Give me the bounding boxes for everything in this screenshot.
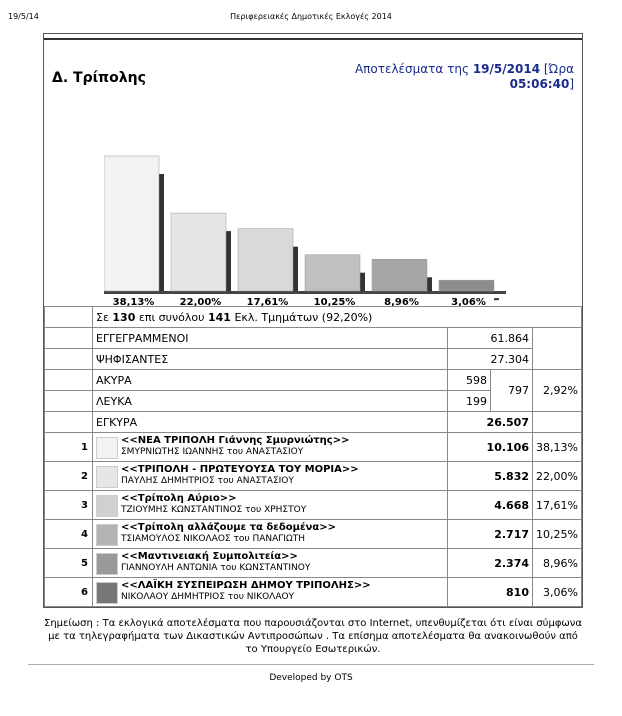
- chart-bar: [439, 280, 494, 291]
- party-name: <<ΝΕΑ ΤΡΙΠΟΛΗ Γιάννης Σμυρνιώτης>>: [121, 435, 350, 446]
- results-frame: [43, 33, 583, 608]
- party-color-swatch: [96, 466, 118, 488]
- chart-bar-shadow: [427, 277, 432, 291]
- party-row: [45, 520, 582, 549]
- party-rank: 6: [45, 578, 93, 607]
- party-row: [45, 491, 582, 520]
- party-row: [45, 578, 582, 607]
- results-timestamp: [334, 62, 574, 92]
- party-votes: 810: [448, 578, 533, 607]
- party-name: <<Τρίπολη Αύριο>>: [121, 493, 237, 504]
- time-suffix: ]: [569, 77, 574, 91]
- candidate-name: ΝΙΚΟΛΑΟΥ ΔΗΜΗΤΡΙΟΣ του ΝΙΚΟΛΑΟΥ: [121, 592, 295, 602]
- sections-total: 141: [207, 310, 231, 324]
- chart-bar: [171, 213, 226, 291]
- party-rank: 2: [45, 462, 93, 491]
- chart-bar-shadow: [159, 174, 164, 291]
- voted-row: [45, 349, 582, 370]
- voted-label: ΨΗΦΙΣΑΝΤΕΣ: [93, 349, 448, 370]
- party-color-swatch: [96, 582, 118, 604]
- disclaimer-note: Σημείωση : Τα εκλογικά αποτελέσματα που παρουσιάζονται στο Internet, υπενθυμίζεται ότι είναι σύμφωνα με τα τηλεγραφήματα των Δικαστικών Αντιπροσώπων . Τα επίσημα αποτελέσματα θα ανακοινωθούν από το Υπουργείο Εσωτερικών.: [44, 618, 582, 655]
- voted-value: 27.304: [448, 349, 533, 370]
- footer-credit: Developed by OTS: [269, 673, 353, 683]
- invalid-label: ΑΚΥΡΑ: [93, 370, 448, 391]
- party-percent: 10,25%: [533, 520, 582, 549]
- party-name: <<Μαντινειακή Συμπολιτεία>>: [121, 551, 298, 562]
- party-votes: 2.374: [448, 549, 533, 578]
- chart-bar-shadow: [293, 247, 298, 291]
- registered-value: 61.864: [448, 328, 533, 349]
- party-percent: 38,13%: [533, 433, 582, 462]
- party-info: [93, 433, 448, 462]
- party-row: [45, 462, 582, 491]
- chart-value-label: 8,96%: [384, 297, 419, 306]
- party-info: [93, 491, 448, 520]
- results-time: 05:06:40: [509, 77, 570, 91]
- party-votes: 4.668: [448, 491, 533, 520]
- party-name: <<ΛΑΪΚΗ ΣΥΣΠΕΙΡΩΣΗ ΔΗΜΟΥ ΤΡΙΠΟΛΗΣ>>: [121, 580, 371, 591]
- chart-bar: [104, 156, 159, 291]
- page-title: Περιφερειακές Δημοτικές Εκλογές 2014: [230, 12, 392, 21]
- party-rank: 5: [45, 549, 93, 578]
- party-votes: 10.106: [448, 433, 533, 462]
- valid-value: 26.507: [448, 412, 533, 433]
- results-prefix: Αποτελέσματα της: [354, 62, 469, 76]
- valid-row: [45, 412, 582, 433]
- party-percent: 22,00%: [533, 462, 582, 491]
- results-date: 19/5/2014: [472, 62, 541, 76]
- party-color-swatch: [96, 437, 118, 459]
- sections-row: [45, 307, 582, 328]
- party-name: <<Τρίπολη αλλάζουμε τα δεδομένα>>: [121, 522, 336, 533]
- results-bar-chart: [104, 116, 524, 306]
- chart-bar: [238, 229, 293, 291]
- party-rows: [45, 433, 582, 607]
- party-info: [93, 578, 448, 607]
- party-votes: 2.717: [448, 520, 533, 549]
- party-row: [45, 433, 582, 462]
- header-panel: [44, 40, 582, 307]
- registered-label: ΕΓΓΕΓΡΑΜΜΕΝΟΙ: [93, 328, 448, 349]
- invalid-value: 598: [448, 370, 491, 391]
- chart-bar: [372, 259, 427, 291]
- party-name: <<ΤΡΙΠΟΛΗ - ΠΡΩΤΕΥΟΥΣΑ ΤΟΥ ΜΟΡΙΑ>>: [121, 464, 359, 475]
- party-info: [93, 462, 448, 491]
- party-info: [93, 549, 448, 578]
- time-prefix: [Ώρα: [543, 62, 574, 76]
- footer-divider: [28, 664, 594, 665]
- party-votes: 5.832: [448, 462, 533, 491]
- chart-value-label: 38,13%: [112, 297, 155, 306]
- candidate-name: ΤΣΙΑΜΟΥΛΟΣ ΝΙΚΟΛΑΟΣ του ΠΑΝΑΓΙΩΤΗ: [121, 534, 306, 544]
- party-color-swatch: [96, 495, 118, 517]
- party-percent: 3,06%: [533, 578, 582, 607]
- party-info: [93, 520, 448, 549]
- candidate-name: ΓΙΑΝΝΟΥΛΗ ΑΝΤΩΝΙΑ του ΚΩΝΣΤΑΝΤΙΝΟΥ: [121, 563, 311, 573]
- party-percent: 8,96%: [533, 549, 582, 578]
- chart-baseline: [104, 291, 506, 294]
- results-table: [44, 306, 582, 607]
- sections-counted: 130: [112, 310, 136, 324]
- invalid-blank-total: 797: [491, 370, 533, 412]
- party-row: [45, 549, 582, 578]
- invalid-row: [45, 370, 582, 391]
- party-rank: 4: [45, 520, 93, 549]
- party-color-swatch: [96, 524, 118, 546]
- chart-bar-shadow: [360, 273, 365, 291]
- blank-label: ΛΕΥΚΑ: [93, 391, 448, 412]
- registered-row: [45, 328, 582, 349]
- chart-bar: [305, 255, 360, 291]
- chart-value-label: 10,25%: [313, 297, 356, 306]
- valid-label: ΕΓΚΥΡΑ: [93, 412, 448, 433]
- party-rank: 1: [45, 433, 93, 462]
- candidate-name: ΤΖΙΟΥΜΗΣ ΚΩΝΣΤΑΝΤΙΝΟΣ του ΧΡΗΣΤΟΥ: [121, 505, 307, 515]
- invalid-blank-pct: 2,92%: [533, 370, 582, 412]
- print-date: 19/5/14: [8, 12, 39, 21]
- chart-bar-shadow: [494, 298, 499, 300]
- municipality-title: Δ. Τρίπολης: [52, 70, 146, 86]
- party-color-swatch: [96, 553, 118, 575]
- sections-summary: Σε 130 επι συνόλου 141 Εκλ. Τμημάτων (92,20%): [93, 307, 582, 328]
- candidate-name: ΣΜΥΡΝΙΩΤΗΣ ΙΩΑΝΝΗΣ του ΑΝΑΣΤΑΣΙΟΥ: [121, 447, 304, 457]
- party-rank: 3: [45, 491, 93, 520]
- party-percent: 17,61%: [533, 491, 582, 520]
- candidate-name: ΠΑΥΛΗΣ ΔΗΜΗΤΡΙΟΣ του ΑΝΑΣΤΑΣΙΟΥ: [121, 476, 294, 486]
- chart-value-label: 17,61%: [246, 297, 289, 306]
- chart-bar-shadow: [226, 231, 231, 291]
- chart-value-label: 22,00%: [179, 297, 222, 306]
- chart-value-label: 3,06%: [451, 297, 486, 306]
- blank-value: 199: [448, 391, 491, 412]
